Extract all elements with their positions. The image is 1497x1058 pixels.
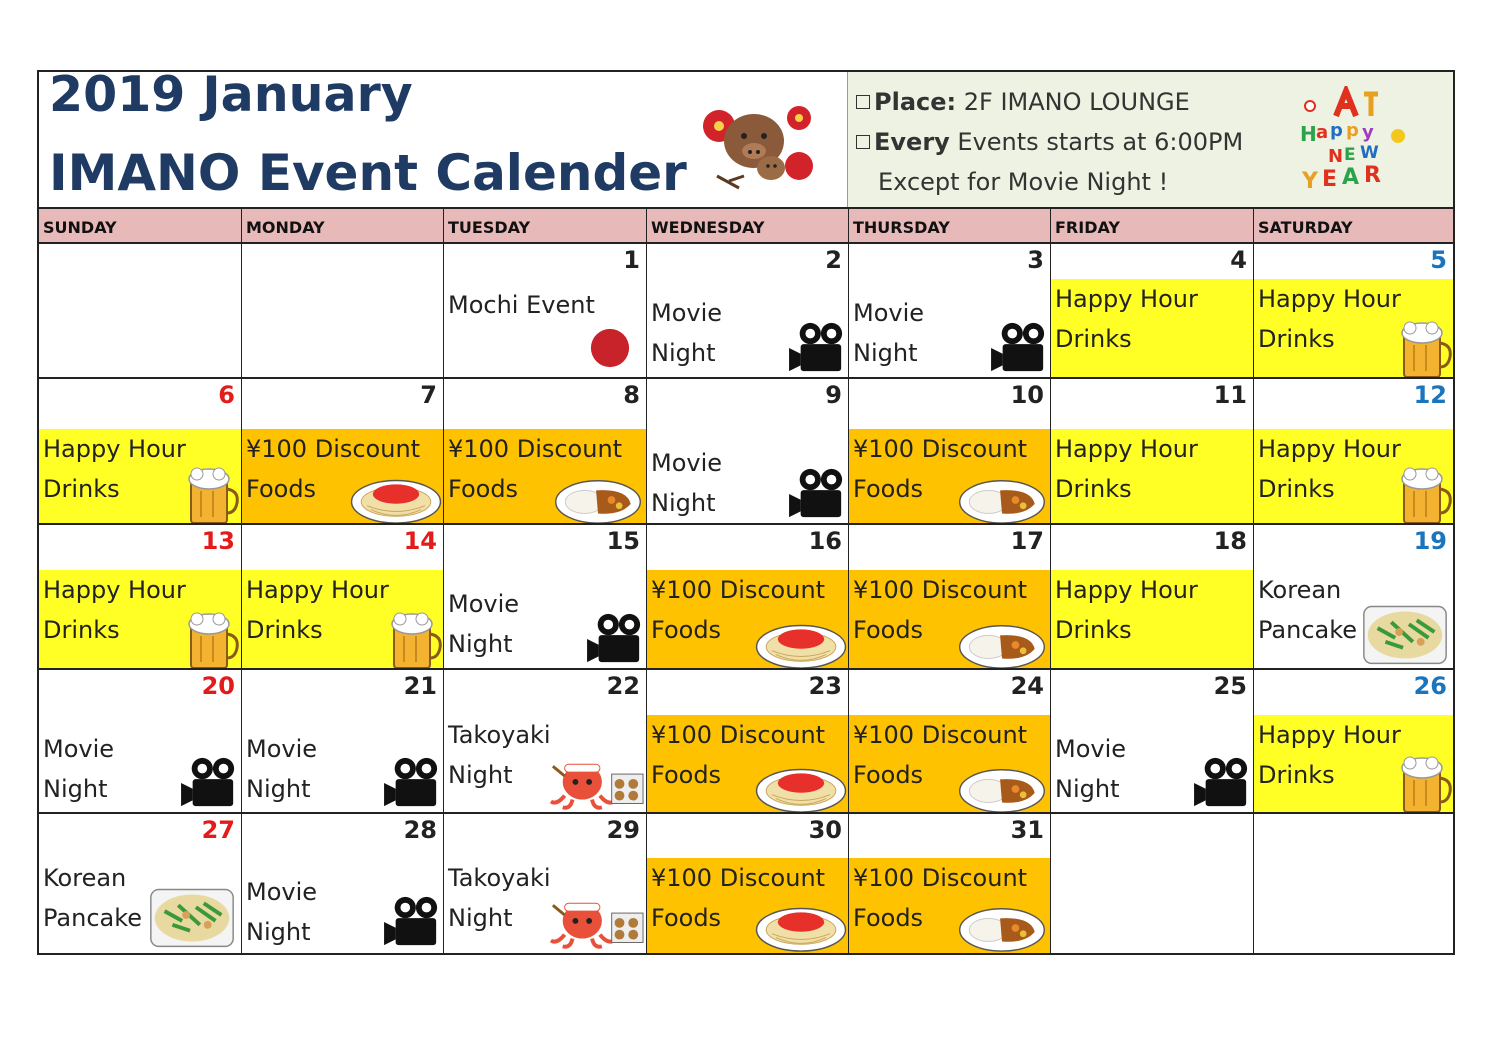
pasta-icon	[753, 612, 848, 670]
event-label-line: Drinks	[43, 616, 120, 644]
event-label-line: Drinks	[246, 616, 323, 644]
day-cell-5	[1253, 244, 1453, 379]
day-cell-9	[646, 379, 848, 525]
calendar-header	[39, 66, 1453, 207]
event-label-line: Drinks	[43, 475, 120, 503]
except-info: Except for Movie Night !	[878, 168, 1169, 196]
event-label-line: Night	[651, 489, 716, 517]
svg-text:E: E	[1344, 145, 1356, 165]
event-label-line: Drinks	[1258, 475, 1335, 503]
day-cell-28	[241, 814, 443, 953]
day-cell-7	[241, 379, 443, 525]
day-cell-17	[848, 525, 1050, 670]
camera-icon	[181, 756, 239, 810]
day-cell-22	[443, 670, 646, 814]
info-panel	[847, 72, 1453, 207]
event-label-line: Night	[43, 775, 108, 803]
empty-day-cell	[1050, 814, 1253, 953]
day-number: 6	[218, 381, 235, 409]
camera-icon	[1194, 756, 1252, 810]
day-number: 16	[808, 527, 842, 555]
curry-icon	[957, 903, 1047, 953]
day-number: 26	[1413, 672, 1447, 700]
beer-icon	[183, 465, 241, 525]
svg-text:H: H	[1300, 122, 1317, 146]
event-label-line: Movie	[651, 449, 723, 477]
day-cell-30	[646, 814, 848, 953]
event-label-line: ¥100 Discount	[246, 435, 421, 463]
event-label-line: Foods	[853, 904, 924, 932]
weekday-header-friday: FRIDAY	[1050, 207, 1253, 244]
event-label-line: Night	[853, 339, 918, 367]
event-label-line: Happy Hour	[43, 435, 186, 463]
day-cell-8	[443, 379, 646, 525]
event-label-line: ¥100 Discount	[448, 435, 623, 463]
day-number: 31	[1010, 816, 1044, 844]
pasta-icon	[348, 467, 443, 525]
day-cell-4	[1050, 244, 1253, 379]
svg-text:R: R	[1364, 163, 1381, 188]
pancake-icon	[143, 881, 241, 951]
event-label-line: Foods	[853, 616, 924, 644]
event-label-line: Foods	[853, 761, 924, 789]
calendar-grid	[39, 207, 1453, 953]
event-label-line: Movie	[448, 590, 520, 618]
event-label-line: Foods	[651, 761, 722, 789]
event-label-line: Drinks	[1055, 616, 1132, 644]
mochi-icon	[589, 327, 631, 369]
day-number: 13	[201, 527, 235, 555]
svg-text:A: A	[1342, 165, 1360, 190]
weekday-header-tuesday: TUESDAY	[443, 207, 646, 244]
day-cell-31	[848, 814, 1050, 953]
day-number: 9	[825, 381, 842, 409]
day-number: 23	[808, 672, 842, 700]
takoyaki-icon	[547, 885, 645, 949]
camera-icon	[789, 321, 847, 375]
event-label-line: Happy Hour	[43, 576, 186, 604]
day-number: 18	[1213, 527, 1247, 555]
event-label-line: ¥100 Discount	[651, 721, 826, 749]
event-label-line: Korean	[1258, 576, 1342, 604]
event-label-line: ¥100 Discount	[651, 576, 826, 604]
day-cell-26	[1253, 670, 1453, 814]
event-label-line: ¥100 Discount	[853, 721, 1028, 749]
day-number: 11	[1213, 381, 1247, 409]
event-label-line: Happy Hour	[1258, 721, 1401, 749]
day-number: 5	[1430, 246, 1447, 274]
day-number: 14	[403, 527, 437, 555]
svg-text:E: E	[1322, 167, 1338, 192]
weekday-header-monday: MONDAY	[241, 207, 443, 244]
event-label-line: Movie	[43, 735, 115, 763]
day-number: 2	[825, 246, 842, 274]
event-label-line: Happy Hour	[1258, 285, 1401, 313]
day-cell-6	[39, 379, 241, 525]
day-number: 8	[623, 381, 640, 409]
event-label-line: Night	[246, 918, 311, 946]
day-cell-21	[241, 670, 443, 814]
day-number: 10	[1010, 381, 1044, 409]
day-cell-14	[241, 525, 443, 670]
beer-icon	[1396, 465, 1453, 525]
beer-icon	[1396, 319, 1453, 379]
curry-icon	[957, 475, 1047, 525]
day-cell-25	[1050, 670, 1253, 814]
svg-text:Y: Y	[1302, 169, 1318, 194]
beer-icon	[183, 610, 241, 670]
event-label-line: ¥100 Discount	[853, 864, 1028, 892]
beer-icon	[1396, 754, 1453, 814]
svg-text:W: W	[1360, 143, 1379, 163]
camera-icon	[384, 756, 442, 810]
camera-icon	[789, 467, 847, 521]
empty-day-cell	[39, 244, 241, 379]
event-label-line: ¥100 Discount	[651, 864, 826, 892]
day-cell-16	[646, 525, 848, 670]
svg-text:p: p	[1330, 120, 1343, 141]
event-label-line: Night	[1055, 775, 1120, 803]
event-label-line: Foods	[448, 475, 519, 503]
svg-text:N: N	[1328, 146, 1344, 167]
event-label-line: Happy Hour	[1055, 285, 1198, 313]
day-number: 3	[1027, 246, 1044, 274]
event-label-line: Drinks	[1258, 761, 1335, 789]
calendar-month-title: 2019 January	[49, 66, 413, 123]
day-number: 19	[1413, 527, 1447, 555]
event-calendar	[37, 66, 1455, 955]
event-label-line: Movie	[853, 299, 925, 327]
day-number: 15	[606, 527, 640, 555]
event-label-line: Foods	[651, 616, 722, 644]
pasta-icon	[753, 756, 848, 814]
day-cell-3	[848, 244, 1050, 379]
camera-icon	[991, 321, 1049, 375]
event-label-line: Foods	[853, 475, 924, 503]
event-label-line: ¥100 Discount	[853, 576, 1028, 604]
event-label-line: Mochi Event	[448, 291, 595, 319]
day-cell-13	[39, 525, 241, 670]
event-label-line: Takoyaki	[448, 721, 551, 749]
weekday-header-sunday: SUNDAY	[39, 207, 241, 244]
day-number: 4	[1230, 246, 1247, 274]
day-cell-24	[848, 670, 1050, 814]
event-label-line: Happy Hour	[1258, 435, 1401, 463]
day-cell-20	[39, 670, 241, 814]
event-label-line: Night	[448, 630, 513, 658]
day-cell-29	[443, 814, 646, 953]
pancake-icon	[1356, 598, 1453, 668]
event-label-line: Night	[246, 775, 311, 803]
day-number: 7	[420, 381, 437, 409]
day-number: 24	[1010, 672, 1044, 700]
boar-newyear-icon	[699, 96, 819, 196]
weekday-header-wednesday: WEDNESDAY	[646, 207, 848, 244]
event-label-line: Night	[448, 761, 513, 789]
day-cell-15	[443, 525, 646, 670]
event-label-line: Happy Hour	[1055, 435, 1198, 463]
empty-day-cell	[241, 244, 443, 379]
day-cell-11	[1050, 379, 1253, 525]
happy-new-year-icon	[1298, 86, 1413, 196]
weekday-header-saturday: SATURDAY	[1253, 207, 1453, 244]
svg-text:a: a	[1316, 122, 1329, 143]
day-number: 27	[201, 816, 235, 844]
event-label-line: Drinks	[1055, 325, 1132, 353]
day-cell-1	[443, 244, 646, 379]
place-info: Place: 2F IMANO LOUNGE	[856, 88, 1190, 116]
weekday-header-thursday: THURSDAY	[848, 207, 1050, 244]
event-label-line: Happy Hour	[1055, 576, 1198, 604]
day-cell-10	[848, 379, 1050, 525]
day-number: 30	[808, 816, 842, 844]
checkbox-bullet-icon	[856, 95, 870, 109]
day-cell-12	[1253, 379, 1453, 525]
event-label-line: Movie	[246, 735, 318, 763]
day-number: 17	[1010, 527, 1044, 555]
svg-text:y: y	[1362, 122, 1374, 143]
event-label-line: Pancake	[43, 904, 143, 932]
event-label-line: ¥100 Discount	[853, 435, 1028, 463]
day-cell-18	[1050, 525, 1253, 670]
day-number: 29	[606, 816, 640, 844]
event-label-line: Night	[651, 339, 716, 367]
event-label-line: Foods	[246, 475, 317, 503]
beer-icon	[386, 610, 443, 670]
checkbox-bullet-icon	[856, 135, 870, 149]
title-area	[39, 66, 847, 207]
day-number: 20	[201, 672, 235, 700]
day-cell-23	[646, 670, 848, 814]
event-label-line: Night	[448, 904, 513, 932]
day-cell-19	[1253, 525, 1453, 670]
svg-text:p: p	[1346, 120, 1359, 141]
event-label-line: Drinks	[1055, 475, 1132, 503]
day-cell-27	[39, 814, 241, 953]
event-label-line: Takoyaki	[448, 864, 551, 892]
event-label-line: Movie	[1055, 735, 1127, 763]
camera-icon	[384, 895, 442, 949]
pasta-icon	[753, 895, 848, 953]
event-label-line: Happy Hour	[246, 576, 389, 604]
event-label-line: Pancake	[1258, 616, 1358, 644]
empty-day-cell	[1253, 814, 1453, 953]
event-label-line: Movie	[246, 878, 318, 906]
day-number: 28	[403, 816, 437, 844]
camera-icon	[587, 612, 645, 666]
event-label-line: Drinks	[1258, 325, 1335, 353]
day-number: 1	[623, 246, 640, 274]
curry-icon	[957, 764, 1047, 814]
takoyaki-icon	[547, 746, 645, 810]
event-label-line: Movie	[651, 299, 723, 327]
day-number: 22	[606, 672, 640, 700]
event-label-line: Foods	[651, 904, 722, 932]
day-number: 21	[403, 672, 437, 700]
day-cell-2	[646, 244, 848, 379]
calendar-title: IMANO Event Calender	[49, 144, 687, 202]
time-info: Every Events starts at 6:00PM	[856, 128, 1243, 156]
day-number: 12	[1413, 381, 1447, 409]
curry-icon	[553, 475, 643, 525]
curry-icon	[957, 620, 1047, 670]
event-label-line: Korean	[43, 864, 127, 892]
day-number: 25	[1213, 672, 1247, 700]
